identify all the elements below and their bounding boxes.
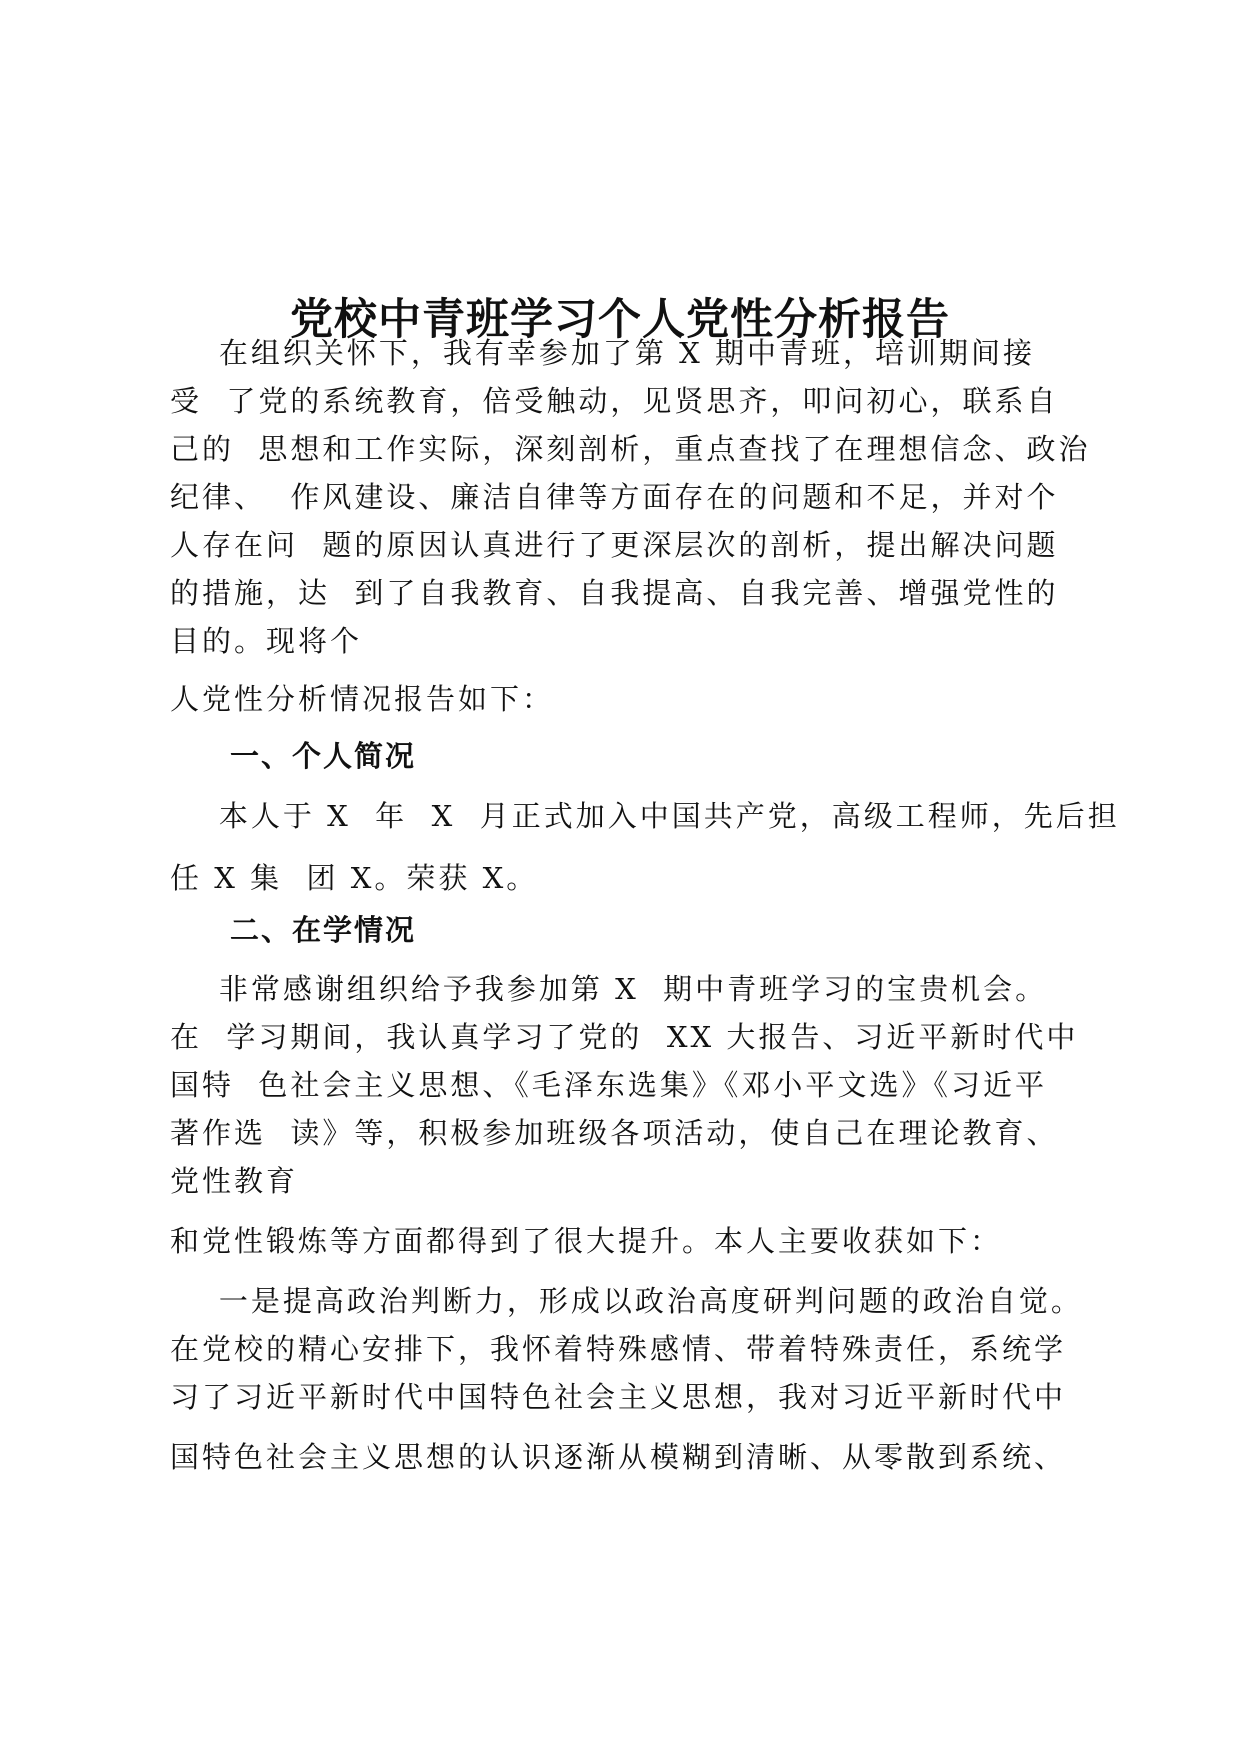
intro-line-1: 在组织关怀下，我有幸参加了第 X 期中青班，培训期间接	[170, 336, 1035, 370]
section2-line-10: 国特色社会主义思想的认识逐渐从模糊到清晰、从零散到系统、	[170, 1440, 1067, 1474]
page-title: 党校中青班学习个人党性分析报告	[290, 295, 950, 345]
section2-line-5: 党性教育	[170, 1164, 299, 1198]
section2-line-3: 国特 色社会主义思想、《毛泽东选集》《邓小平文选》《习近平	[170, 1068, 1047, 1102]
section1-line-1: 本人于 X 年 X 月正式加入中国共产党，高级工程师，先后担	[170, 799, 1120, 833]
section2-line-6: 和党性锻炼等方面都得到了很大提升。本人主要收获如下：	[170, 1224, 1003, 1258]
section-heading-personal-profile: 一、个人简况	[230, 739, 417, 773]
section2-line-8: 在党校的精心安排下，我怀着特殊感情、带着特殊责任，系统学	[170, 1332, 1067, 1366]
section2-line-4: 著作选 读》等，积极参加班级各项活动，使自己在理论教育、	[170, 1116, 1059, 1150]
intro-line-3: 己的 思想和工作实际，深刻剖析，重点查找了在理想信念、政治	[170, 432, 1091, 466]
intro-line-7: 目的。现将个	[170, 624, 363, 658]
intro-line-5: 人存在问 题的原因认真进行了更深层次的剖析，提出解决问题	[170, 528, 1059, 562]
section2-line-7: 一是提高政治判断力，形成以政治高度研判问题的政治自觉。	[170, 1284, 1083, 1318]
section2-line-2: 在 学习期间，我认真学习了党的 XX 大报告、习近平新时代中	[170, 1020, 1079, 1054]
intro-line-2: 受 了党的系统教育，倍受触动，见贤思齐，叩问初心，联系自	[170, 384, 1059, 418]
section2-line-9: 习了习近平新时代中国特色社会主义思想，我对习近平新时代中	[170, 1380, 1067, 1414]
section-heading-study-status: 二、在学情况	[230, 913, 417, 947]
intro-line-4: 纪律、 作风建设、廉洁自律等方面存在的问题和不足，并对个	[170, 480, 1059, 514]
section1-line-2: 任 X 集 团 X。荣获 X。	[170, 861, 539, 895]
section2-line-1: 非常感谢组织给予我参加第 X 期中青班学习的宝贵机会。	[170, 972, 1048, 1006]
intro-line-8: 人党性分析情况报告如下：	[170, 682, 555, 716]
intro-line-6: 的措施，达 到了自我教育、自我提高、自我完善、增强党性的	[170, 576, 1059, 610]
